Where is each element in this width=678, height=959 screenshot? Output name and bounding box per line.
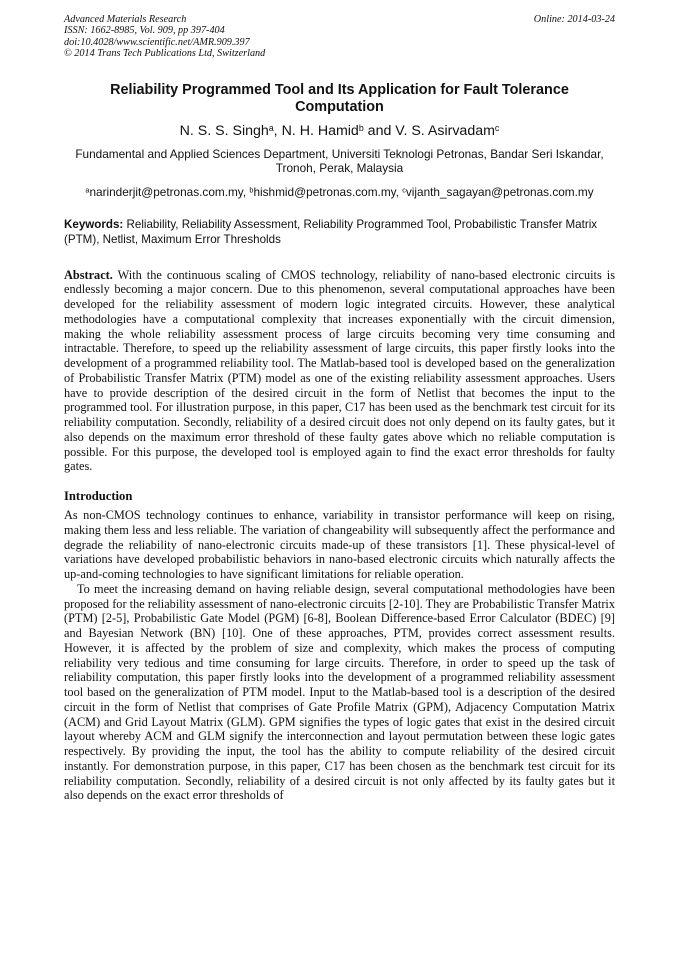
abstract-text: With the continuous scaling of CMOS technology, reliability of nano-based electronic circuits is endlessly becoming a major concern. Due to this phenomenon, several computational approaches have been developed for the reliability assessment of modern logic integrated circuits. However, these analytical methodologies have a computational complexity that increases exponentially with the circuit dimension, making the whole reliability assessment process of large circuits becoming very time consuming and intractable. Therefore, to speed up the reliability assessment of large circuits, this paper firstly looks into the development of a programmed reliability tool. The Matlab-based tool is developed based on the generalization of Probabilistic Transfer Matrix (PTM) model as one of the existing reliability assessment approaches. Users have to provide description of the desired circuit in the form of Netlist that becomes the input to the programmed tool. For illustration purpose, in this paper, C17 has been used as the benchmark test circuit for its reliability computation. Secondly, reliability of a desired circuit does not only depend on its faulty gates, but it also depends on the maximum error threshold of these faulty gates above which no reliable computation is possible. For this purpose, the developed tool is employed again to find the exact error thresholds for faulty gates. (64, 267, 615, 474)
abstract (64, 268, 615, 475)
email-2: hishmid@petronas.com.my, (253, 184, 403, 199)
author-2-sup: b (358, 122, 364, 133)
author-list (64, 122, 615, 140)
paper-page (64, 14, 615, 803)
author-3-sup: c (494, 122, 500, 133)
author-2: N. H. Hamid (281, 122, 359, 139)
email-1-sup: a (85, 185, 90, 195)
copyright-line: © 2014 Trans Tech Publications Ltd, Switzerland (64, 48, 266, 60)
keywords (64, 218, 615, 247)
introduction-heading: Introduction (64, 489, 133, 504)
journal-name: Advanced Materials Research (64, 14, 187, 25)
email-list (64, 185, 615, 200)
doi-line: doi:10.4028/www.scientific.net/AMR.909.397 (64, 36, 250, 48)
introduction-paragraph-2: To meet the increasing demand on having reliable design, several computational methodologies have been proposed for the reliability assessment of nano-electronic circuits [2-10]. They are Probabilistic Transfer Matrix (PTM) [2-5], Probabilistic Gate Model (PGM) [6-8], Boolean Difference-based Error Calculator (BDEC) [9] and Bayesian Network (BN) [10]. One of these approaches, PTM, provides correct assessment results. However, it is affected by the problem of size and complexity, which makes the process of computing reliability very tedious and time consuming for large circuits. Therefore, in order to speed up the task of reliability computation, this paper firstly looks into the development of a programmed reliability assessment tool based on the generalization of PTM model. Input to the Matlab-based tool is a description of the desired circuit in the form of Netlist that comprises of Gate Profile Matrix (GPM), Adjacency Computation Matrix (ACM) and Grid Layout Matrix (GLM). GPM signifies the types of logic gates that exist in the desired circuit layout whereby ACM and GLM signify the interconnection and layout permutation between these logic gates respectively. By providing the input, the tool has the ability to compute reliability of the desired circuit instantly. For demonstration purpose, in this paper, C17 has been chosen as the benchmark test circuit for its reliability computation. Secondly, reliability of a desired circuit is not only affected by its faulty gates but it also depends on the exact error thresholds of (64, 581, 615, 803)
email-3: vijanth_sagayan@petronas.com.my (405, 184, 594, 199)
email-2-sup: b (249, 185, 254, 195)
keywords-label: Keywords: (64, 218, 124, 232)
online-date: Online: 2014-03-24 (533, 14, 615, 25)
author-3: V. S. Asirvadam (395, 122, 495, 139)
journal-header (64, 14, 615, 60)
abstract-label: Abstract. (64, 267, 113, 282)
email-1: narinderjit@petronas.com.my, (89, 184, 250, 199)
affiliation: Fundamental and Applied Sciences Department, Universiti Teknologi Petronas, Bandar Seri Iskandar, Tronoh, Perak, Malaysia (75, 146, 604, 176)
issn-line: ISSN: 1662-8985, Vol. 909, pp 397-404 (64, 25, 225, 37)
author-sep-2: and (363, 122, 396, 139)
paper-title: Reliability Programmed Tool and Its Application for Fault Tolerance Computation (110, 81, 569, 116)
author-1-sup: a (268, 122, 274, 133)
author-sep-1: , (273, 122, 282, 139)
keywords-text: Reliability, Reliability Assessment, Reliability Programmed Tool, Probabilistic Transfer Matrix (PTM), Netlist, Maximum Error Thresholds (64, 218, 598, 246)
email-3-sup: c (402, 185, 406, 195)
author-1: N. S. S. Singh (179, 122, 269, 139)
introduction-paragraph-1: As non-CMOS technology continues to enhance, variability in transistor performance will keep on rising, making them less and less reliable. The variation of changeability will subsequently affect the performance and degrade the reliability of nano-electronic circuits made-up of these transistors [1]. These physical-level of variations have developed probabilistic behaviors in nano-based electronic circuits which naturally affects the up-and-coming technologies to have significant limitations for reliable operation. (64, 508, 615, 582)
